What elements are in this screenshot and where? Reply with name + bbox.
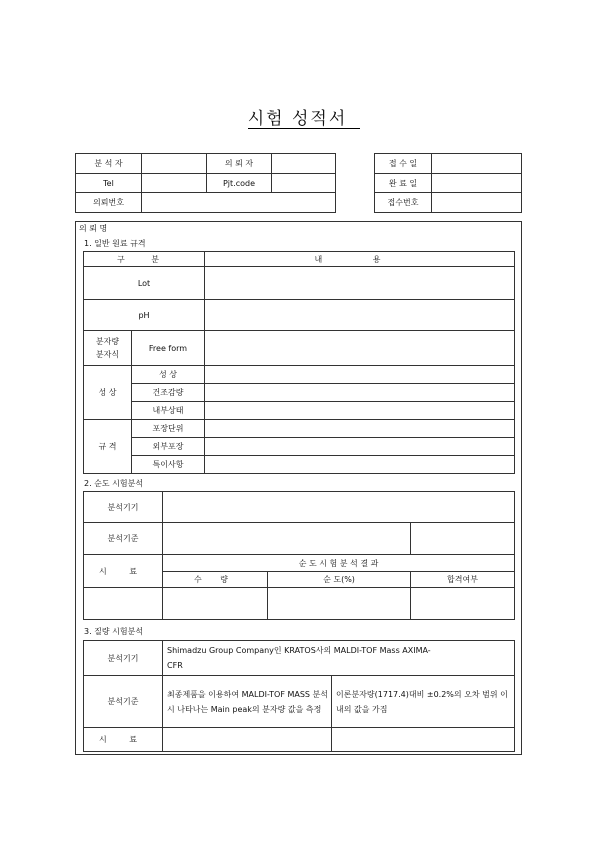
mass-sample-label: 시 료 — [84, 728, 163, 752]
project-code-label: Pjt.code — [207, 174, 272, 193]
remarks-label: 특이사항 — [132, 456, 205, 474]
free-form-label: Free form — [132, 331, 205, 366]
analyst-field[interactable] — [142, 154, 207, 174]
request-no-label: 의뢰번호 — [76, 193, 142, 213]
section2-title: 2. 순도 시험분석 — [84, 479, 144, 488]
received-date-label: 접 수 일 — [375, 154, 432, 174]
content-header: 내 용 — [205, 252, 515, 267]
molecular-label: 분자량 분자식 — [84, 331, 132, 366]
header-date-table — [374, 153, 522, 213]
spec-group-label: 규 격 — [84, 420, 132, 474]
pass-fail-header: 합격여부 — [411, 572, 515, 588]
receipt-no-field[interactable] — [432, 193, 522, 213]
completed-date-field[interactable] — [432, 174, 522, 193]
page-title: 시험 성적서 — [247, 109, 348, 129]
appearance-item: 성 상 — [132, 366, 205, 384]
purity-sample-label: 시 료 — [84, 555, 163, 588]
mass-instrument-value: Shimadzu Group Company인 KRATOS사의 MALDI-TOF Mass AXIMA-CFR — [163, 641, 515, 676]
mass-criteria-method: 최종제품을 이용하여 MALDI-TOF MASS 분석시 나타나는 Main peak의 분자량 값을 측정 — [163, 676, 332, 728]
quantity-field[interactable] — [163, 588, 268, 620]
title-underline — [248, 128, 360, 129]
header-info-table — [75, 153, 336, 213]
package-unit-field[interactable] — [205, 420, 515, 438]
appearance-field[interactable] — [205, 366, 515, 384]
requester-field[interactable] — [272, 154, 336, 174]
section1-title: 1. 일반 원료 규격 — [84, 239, 146, 248]
mass-sample-field[interactable] — [163, 728, 332, 752]
mass-criteria-label: 분석기준 — [84, 676, 163, 728]
purity-instrument-label: 분석기기 — [84, 492, 163, 523]
outer-package-label: 외부포장 — [132, 438, 205, 456]
requester-label: 의 뢰 자 — [207, 154, 272, 174]
mass-sample-extra-field[interactable] — [332, 728, 515, 752]
section3-table — [83, 640, 515, 752]
request-name-label: 의 뢰 명 — [79, 224, 108, 233]
section2-table — [83, 491, 515, 620]
purity-instrument-field[interactable] — [163, 492, 515, 523]
mass-criteria-tolerance: 이론분자량(1717.4)대비 ±0.2%의 오차 범위 이내의 값을 가짐 — [332, 676, 515, 728]
tel-label: Tel — [76, 174, 142, 193]
ph-field[interactable] — [205, 300, 515, 331]
outer-package-field[interactable] — [205, 438, 515, 456]
free-form-field[interactable] — [205, 331, 515, 366]
mass-instrument-label: 분석기기 — [84, 641, 163, 676]
section3-title: 3. 질량 시험분석 — [84, 627, 144, 636]
received-date-field[interactable] — [432, 154, 522, 174]
purity-criteria-extra-field[interactable] — [411, 523, 515, 555]
drying-loss-label: 건조감량 — [132, 384, 205, 402]
completed-date-label: 완 료 일 — [375, 174, 432, 193]
section1-table — [83, 251, 515, 474]
package-unit-label: 포장단위 — [132, 420, 205, 438]
purity-result-header: 순 도 시 험 분 석 결 과 — [163, 555, 515, 572]
remarks-field[interactable] — [205, 456, 515, 474]
drying-loss-field[interactable] — [205, 384, 515, 402]
category-header: 구 분 — [84, 252, 205, 267]
internal-state-field[interactable] — [205, 402, 515, 420]
purity-sample-field[interactable] — [84, 588, 163, 620]
purity-criteria-label: 분석기준 — [84, 523, 163, 555]
lot-field[interactable] — [205, 267, 515, 300]
purity-criteria-field[interactable] — [163, 523, 411, 555]
purity-percent-field[interactable] — [268, 588, 411, 620]
appearance-group-label: 성 상 — [84, 366, 132, 420]
analyst-label: 분 석 자 — [76, 154, 142, 174]
receipt-no-label: 접수번호 — [375, 193, 432, 213]
purity-percent-header: 순 도(%) — [268, 572, 411, 588]
internal-state-label: 내부상태 — [132, 402, 205, 420]
request-no-field[interactable] — [142, 193, 336, 213]
ph-label: pH — [84, 300, 205, 331]
quantity-header: 수 량 — [163, 572, 268, 588]
project-code-field[interactable] — [272, 174, 336, 193]
lot-label: Lot — [84, 267, 205, 300]
pass-fail-field[interactable] — [411, 588, 515, 620]
tel-field[interactable] — [142, 174, 207, 193]
